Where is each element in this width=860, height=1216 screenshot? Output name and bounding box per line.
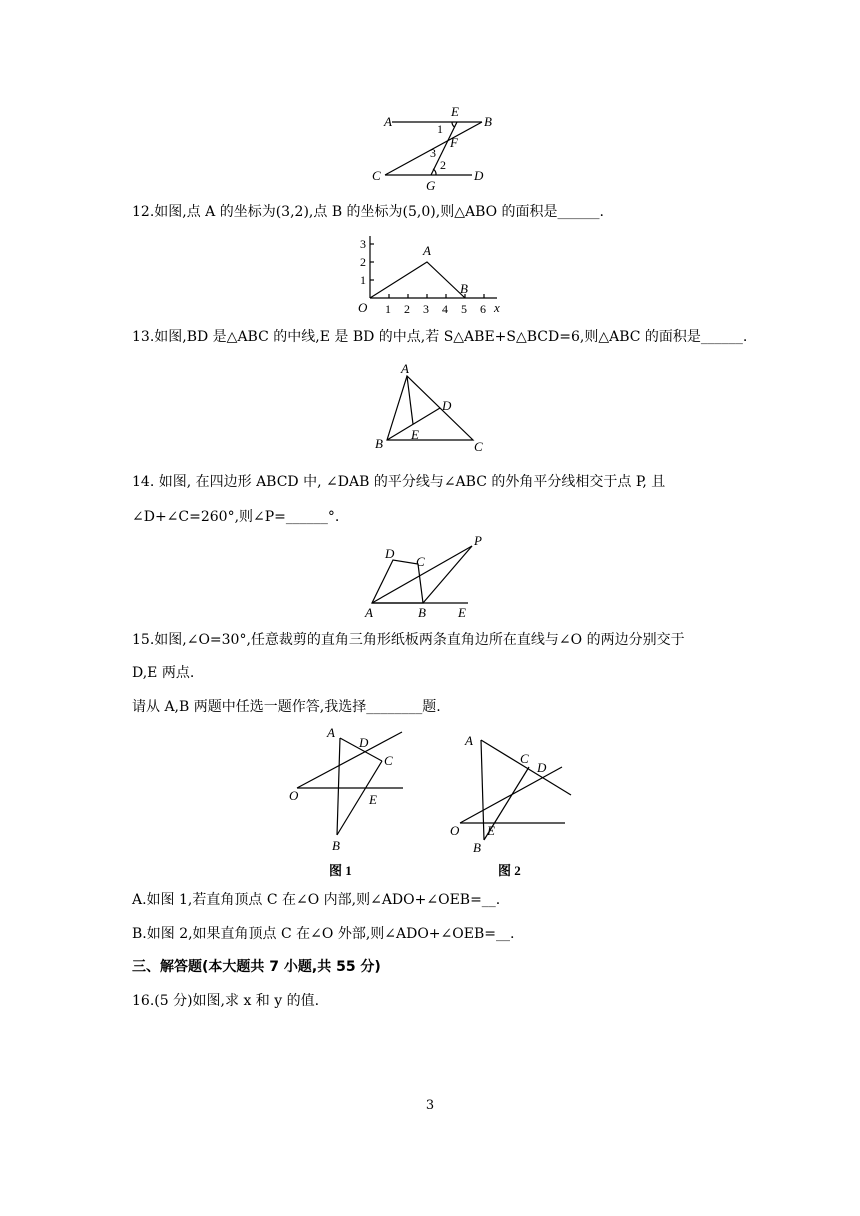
label-A: A [465,733,473,748]
figure-q15-1 [285,725,410,880]
triangle-abc [387,376,473,440]
question-14-line-2: ∠D+∠C=260°,则∠P=______°. [132,509,340,525]
label-E: E [411,427,419,442]
label-3: 3 [430,146,436,160]
label-2: 2 [440,158,446,172]
question-12: 12.如图,点 A 的坐标为(3,2),点 B 的坐标为(5,0),则△ABO 的面积是______. [132,204,604,220]
label-O: O [450,823,460,838]
xtick-5: 5 [461,302,467,316]
label-A: A [423,243,431,258]
triangle-aob [370,262,465,298]
label-F: F [450,135,458,150]
label-B: B [460,281,468,296]
segment-ae [407,376,413,424]
ytick-2: 2 [360,255,366,269]
xtick-3: 3 [423,302,429,316]
caption-fig-1: 图 1 [329,863,352,878]
caption-fig-2: 图 2 [498,863,521,878]
question-13: 13.如图,BD 是△ABC 的中线,E 是 BD 的中点,若 S△ABE+S△BCD=6,则△ABC 的面积是______. [132,329,748,345]
label-C: C [474,439,483,454]
side-od [460,767,562,823]
label-B: B [332,838,340,853]
page-number: 3 [425,1098,435,1113]
ytick-3: 3 [360,237,366,251]
xtick-4: 4 [442,302,448,316]
label-D: D [359,735,369,750]
label-B: B [375,436,383,451]
question-14-line-1: 14. 如图, 在四边形 ABCD 中, ∠DAB 的平分线与∠ABC 的外角平分线相交于点 P, 且 [132,474,666,490]
figure-q13 [370,360,490,456]
figure-q14 [360,532,510,622]
question-15-option-a: A.如图 1,若直角顶点 C 在∠O 内部,则∠ADO+∠OEB=__. [132,892,501,908]
figure-q15-2 [445,725,575,880]
label-B: B [418,605,426,620]
angle-arc-2 [433,169,436,175]
question-15-line-2: D,E 两点. [132,665,195,681]
label-C: C [416,554,425,569]
label-G: G [426,178,436,193]
xtick-6: 6 [480,302,486,316]
label-C: C [384,753,393,768]
label-1: 1 [437,122,443,136]
label-E: E [458,605,466,620]
xtick-1: 1 [385,302,391,316]
label-B: B [473,840,481,855]
angle-arc-1 [452,122,455,127]
label-E: E [487,823,495,838]
label-C: C [520,751,529,766]
label-E: E [369,792,377,807]
label-A: A [384,114,392,129]
label-E: E [451,104,459,119]
label-O: O [289,788,299,803]
label-D: D [385,546,395,561]
label-D: D [442,398,452,413]
question-15-line-1: 15.如图,∠O=30°,任意裁剪的直角三角形纸板两条直角边所在直线与∠O 的两边分别交于 [132,632,685,648]
label-O: O [358,300,368,315]
question-15-choice: 请从 A,B 两题中任选一题作答,我选择________题. [132,699,441,715]
hypotenuse-ab [337,738,340,835]
question-15-option-b: B.如图 2,如果直角顶点 C 在∠O 外部,则∠ADO+∠OEB=__. [132,926,515,942]
figure-q12 [352,230,512,322]
xtick-2: 2 [404,302,410,316]
label-A: A [365,605,373,620]
label-x: x [494,300,500,315]
label-A: A [327,725,335,740]
label-B: B [484,114,492,129]
label-D: D [537,760,547,775]
label-D: D [474,168,484,183]
section-3-heading: 三、解答题(本大题共 7 小题,共 55 分) [132,959,381,975]
hypotenuse-ab [481,740,484,840]
figure-q11 [370,102,500,194]
question-16: 16.(5 分)如图,求 x 和 y 的值. [132,993,320,1009]
ytick-1: 1 [360,273,366,287]
bisector-bp [423,546,472,603]
label-A: A [401,361,409,376]
label-P: P [474,533,482,548]
label-C: C [372,168,381,183]
